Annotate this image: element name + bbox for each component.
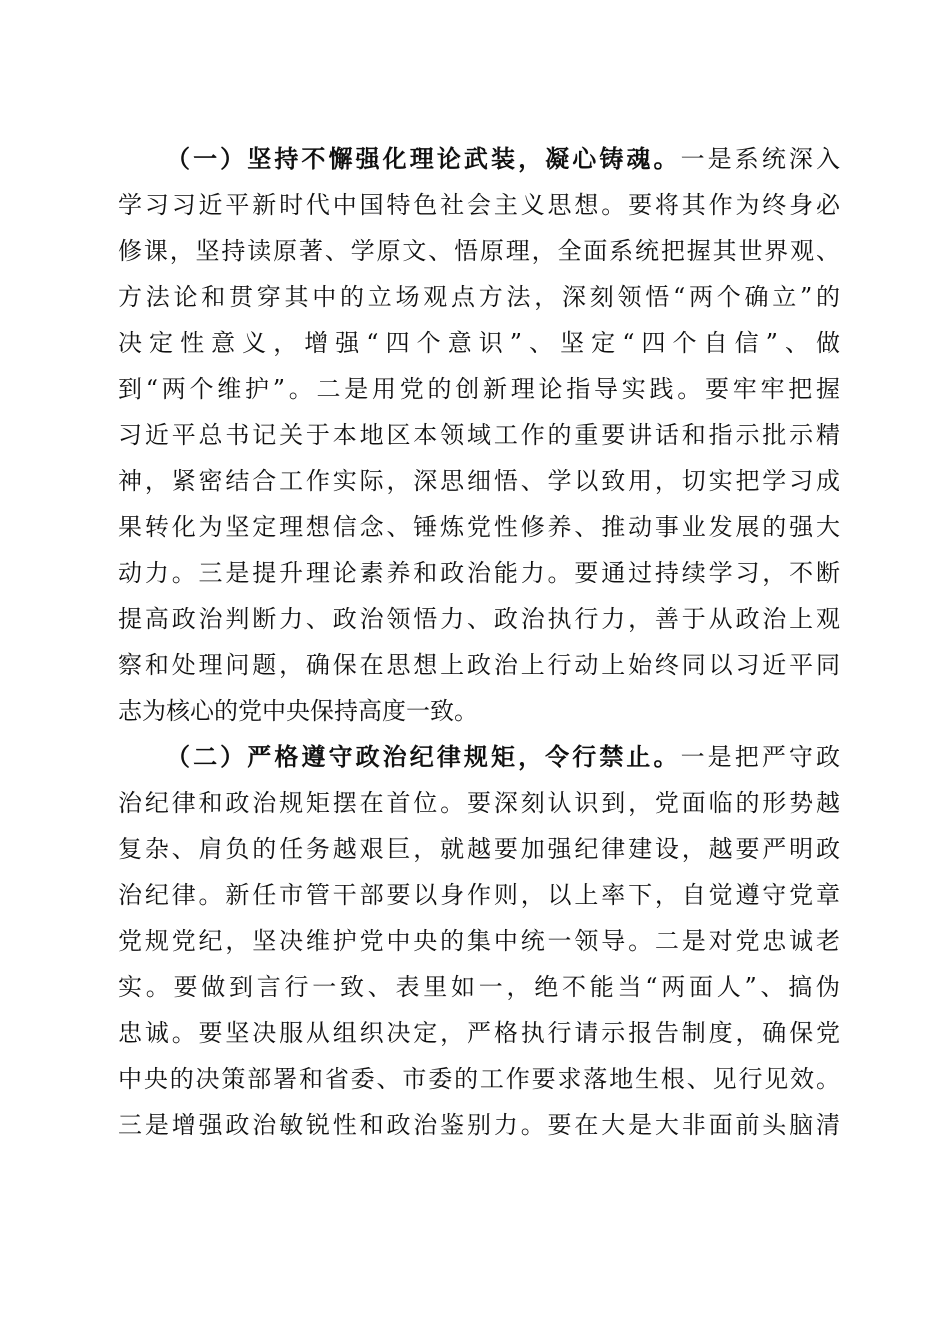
section-2-line-3: 复杂、肩负的任务越艰巨，就越要加强纪律建设，越要严明政 bbox=[118, 835, 840, 863]
section-2-line-7: 忠诚。要坚决服从组织决定，严格执行请示报告制度，确保党 bbox=[118, 1019, 840, 1047]
section-1-line-8: 神，紧密结合工作实际，深思细悟、学以致用，切实把学习成 bbox=[118, 467, 840, 495]
section-1-line-11: 提高政治判断力、政治领悟力、政治执行力，善于从政治上观 bbox=[118, 605, 840, 633]
section-1-line-3: 修课，坚持读原著、学原文、悟原理，全面系统把握其世界观、 bbox=[118, 237, 840, 265]
section-1-line-13: 志为核心的党中央保持高度一致。 bbox=[118, 697, 478, 725]
section-1-line-6: 到“两个维护”。二是用党的创新理论指导实践。要牢牢把握 bbox=[118, 375, 840, 403]
section-1-line-7: 习近平总书记关于本地区本领域工作的重要讲话和指示批示精 bbox=[118, 421, 840, 449]
section-1-line-5: 决定性意义，增强“四个意识”、坚定“四个自信”、做 bbox=[118, 329, 840, 357]
section-2-line-6: 实。要做到言行一致、表里如一，绝不能当“两面人”、搞伪 bbox=[118, 973, 840, 1001]
section-1-line-10: 动力。三是提升理论素养和政治能力。要通过持续学习，不断 bbox=[118, 559, 840, 587]
section-1-heading: （一）坚持不懈强化理论武装，凝心铸魂。 bbox=[166, 144, 681, 173]
section-1-line-4: 方法论和贯穿其中的立场观点方法，深刻领悟“两个确立”的 bbox=[118, 283, 840, 311]
section-2-line-8: 中央的决策部署和省委、市委的工作要求落地生根、见行见效。 bbox=[118, 1065, 840, 1093]
section-2-heading: （二）严格遵守政治纪律规矩，令行禁止。 bbox=[166, 742, 681, 771]
section-1-line-9: 果转化为坚定理想信念、锤炼党性修养、推动事业发展的强大 bbox=[118, 513, 840, 541]
section-2-line-4: 治纪律。新任市管干部要以身作则，以上率下，自觉遵守党章 bbox=[118, 881, 840, 909]
section-2-line-9: 三是增强政治敏锐性和政治鉴别力。要在大是大非面前头脑清 bbox=[118, 1111, 840, 1139]
section-2-line-1-text: 一是把严守政 bbox=[680, 743, 841, 771]
section-1-line-12: 察和处理问题，确保在思想上政治上行动上始终同以习近平同 bbox=[118, 651, 840, 679]
section-2-line-2: 治纪律和政治规矩摆在首位。要深刻认识到，党面临的形势越 bbox=[118, 789, 840, 817]
section-1-line-1-text: 一是系统深入 bbox=[680, 145, 841, 173]
section-1-line-1 bbox=[166, 136, 840, 182]
section-1-line-2: 学习习近平新时代中国特色社会主义思想。要将其作为终身必 bbox=[118, 191, 840, 219]
section-2-line-1 bbox=[166, 734, 840, 780]
section-2-line-5: 党规党纪，坚决维护党中央的集中统一领导。二是对党忠诚老 bbox=[118, 927, 840, 955]
